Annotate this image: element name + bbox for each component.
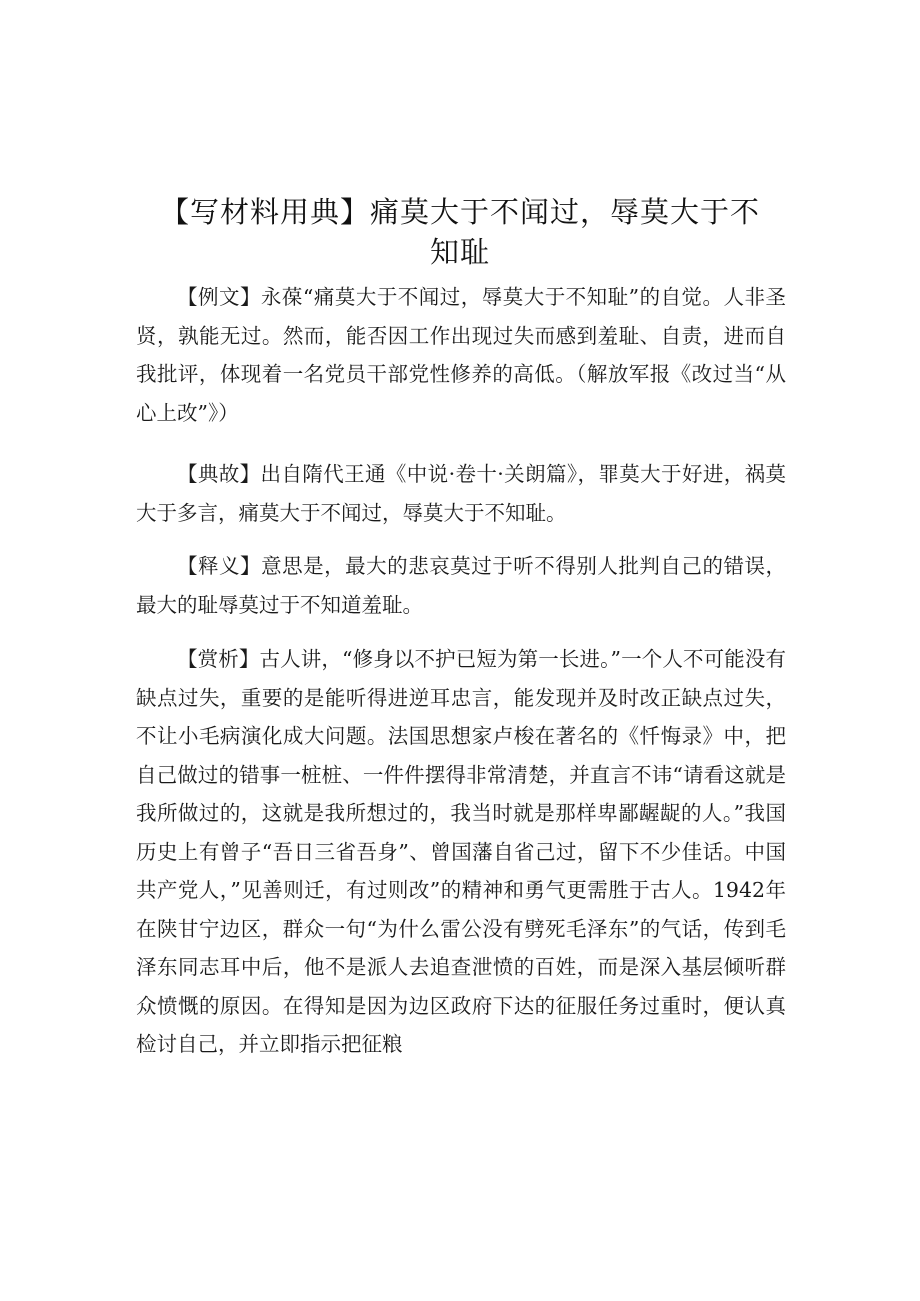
meaning-paragraph: 【释义】意思是，最大的悲哀莫过于听不得别人批判自己的错误，最大的耻辱莫过于不知道羞耻。 <box>136 554 786 617</box>
document-title: 【写材料用典】痛莫大于不闻过，辱莫大于不知耻 <box>159 195 760 269</box>
appreciation-paragraph: 【赏析】古人讲，“修身以不护已短为第一长进。”一个人不可能没有缺点过失，重要的是能听得进逆耳忠言，能发现并及时改正缺点过失，不让小毛病演化成大问题。法国思想家卢梭在著名的《忏悔录》中，把自己做过的错事一桩桩、一件件摆得非常清楚，并直言不讳“请看这就是我所做过的，这就是我所想过的，我当时就是那样卑鄙龌龊的人。”我国历史上有曾子“吾日三省吾身”、曾国藩自省己过，留下不少佳话。中国共产党人，”见善则迁，有过则改”的精神和勇气更需胜于古人。1942年在陕甘宁边区，群众一句“为什么雷公没有劈死毛泽东”的气话，传到毛泽东同志耳中后，他不是派人去追查泄愤的百姓，而是深入基层倾听群众愤慨的原因。在得知是因为边区政府下达的征服任务过重时，便认真检讨自己，并立即指示把征粮 <box>136 647 786 1056</box>
origin-paragraph: 【典故】出自隋代王通《中说·卷十·关朗篇》，罪莫大于好进，祸莫大于多言，痛莫大于不闻过，辱莫大于不知耻。 <box>136 462 786 525</box>
example-paragraph: 【例文】永葆“痛莫大于不闻过，辱莫大于不知耻”的自觉。人非圣贤，孰能无过。然而，能否因工作出现过失而感到羞耻、自责，进而自我批评，体现着一名党员干部党性修养的高低。（解放军报《改过当“从心上改”》） <box>136 285 786 425</box>
